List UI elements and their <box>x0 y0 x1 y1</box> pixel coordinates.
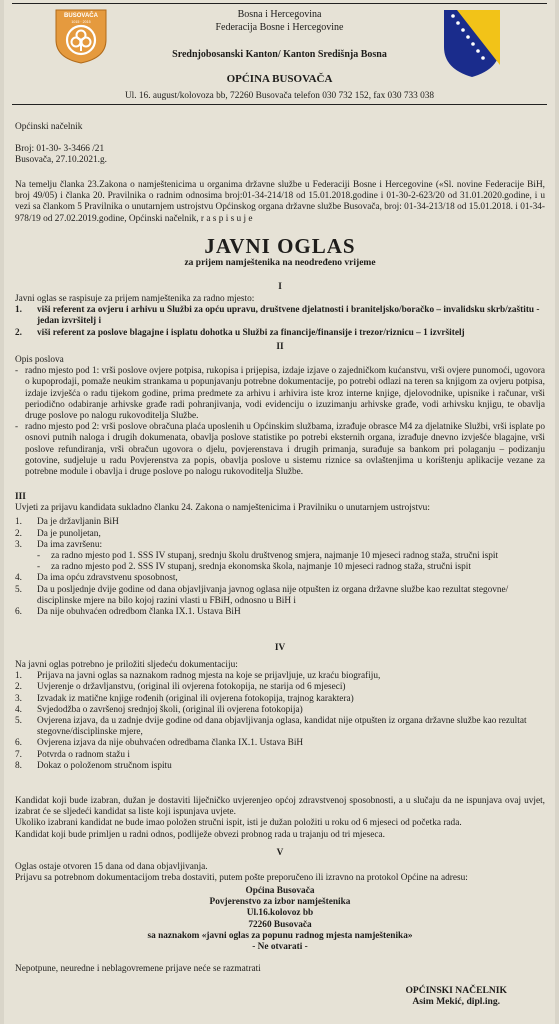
page-subtitle: za prijem namještenika na neodređeno vrijeme <box>184 258 376 268</box>
note-medical: Kandidat koji bude izabran, dužan je dostaviti liječničko uvjerenjeo općoj zdravstvenoj sposobnosti, a u slučaju da ne ispunjava ovaj uvjet, izabrat će se sljedeći kandidat sa liste koji ispunjava uvjete. <box>15 796 545 818</box>
section-1 <box>15 294 545 339</box>
section-2 <box>15 355 545 478</box>
header-address: Ul. 16. august/kolovoza bb, 72260 Busovača telefon 030 732 152, fax 030 733 038 <box>124 91 435 101</box>
address-line: - Ne otvarati - <box>252 942 308 953</box>
condition-item: 1. Da je državljanin BiH <box>15 517 119 528</box>
submission-address <box>15 886 545 953</box>
document-item: 5. Ovjerena izjava, da u zadnje dvije godine od dana objavljivanja oglasa, kandidat nije otpušten iz organa državne službe kao rezultat stegovne/disciplinske mjere, <box>15 716 527 738</box>
address-line: sa naznakom «javni oglas za popunu radnog mjesta namještenika» <box>147 930 413 941</box>
section-4 <box>15 660 545 772</box>
section-1-number: I <box>278 282 282 292</box>
footer-note: Nepotpune, neuredne i neblagovremene prijave neće se razmatrati <box>15 964 261 974</box>
intro-paragraph: Na temelju članka 23.Zakona o namještenicima u organima državne službe u Federaciji Bosne i Hercegovine («Sl. novine Federacije BiH, broj 49/05) i članka 20. Pravilnika o radnim odnosima broj:01-34-214/18 od 15.01.2018.godine i 01-30-2-623/20 od 31.01.2020.godine, i u vezi sa člankom 5 Pravilnika o unutarnjem ustrojstvu Općinskog organa državne službe Busovača, broj: 01-34-213/18 od 15.01.2018. i 01-34-978/19 od 27.02.2019.godine, Općinski načelnik, r a s p i s u j e <box>15 180 545 224</box>
duties-position-2: - radno mjesto pod 2: vrši poslove obračuna plaća uposlenih u Općinskim službama, izrađuje obrasce M4 za djelatnike Službi, vrši isplate po osnovi putnih naloga i drugih dokumenata, obavlja poslove statistike po potrebi eksternih organa, izrađuje dnevno izvješće blagajne, vrši poslove refundiranja, vrši obračun ugovora o djelu, povjerenstava i drugih primanja, surađuje sa bankom pri polaganju – podizanju gotovine, sudjeluje u radu Povjerenstva za popis, obavlja poslove u sistemu riznice sa ovlaštenjima u korištenju aplikacije vezane za potrebne module i obavlja i druge poslove po nalogu rukovoditelja Službe. <box>15 422 545 478</box>
document-item: 3. Izvadak iz matične knjige rođenih (original ili ovjerena fotokopija, trajnog karaktera) <box>15 693 354 704</box>
document-item: 4. Svjedodžba o završenoj srednjoj školi, (original ili ovjerena fotokopija) <box>15 704 303 715</box>
header-municipality: OPĆINA BUSOVAČA <box>226 73 333 85</box>
education-item: - za radno mjesto pod 1. SSS IV stupanj, srednju školu društvenog smjera, najmanje 10 mjeseci radnog staža, stručni ispit <box>37 551 499 562</box>
letterhead <box>12 0 547 106</box>
section-5-number: V <box>276 848 284 858</box>
signature-name: Asim Mekić, dipl.ing. <box>412 996 501 1008</box>
condition-item: 3. Da ima završenu: <box>15 539 103 550</box>
duties-position-1: - radno mjesto pod 1: vrši poslove ovjere potpisa, rukopisa i prijepisa, izdaje izjave o zajedničkom kućanstvu, vrši ovjere punomoći, ugovora o kupoprodaji, pomaže neukim strankama u popunjavanju potrebne dokumentacije, po potrebi odlazi na teren sa knjigom za ovjeru potpisa, izdaje izvješća o radu tijekom godine, prima predmete za arhivu i arhivira iste kroz interne knjige, djelovodnike, upisnike i računar, vrši periodično odabiranje arhivske građe radi pohranjivanja, vodi evidenciju o izuzimanju arhivske građe, vodi arhivsku knjigu, te obavlja druge poslove po nalogu rukovoditelja Službe. <box>15 366 545 422</box>
page-title: JAVNI OGLAS <box>204 234 356 258</box>
address-line: 72260 Busovača <box>248 919 312 930</box>
signature-title: OPĆINSKI NAČELNIK <box>405 985 507 996</box>
deadline-text: Oglas ostaje otvoren 15 dana od dana objavljivanja. <box>15 862 208 872</box>
header-country: Bosna i Hercegovina <box>237 9 322 20</box>
condition-item: 2. Da je punoljetan, <box>15 528 101 539</box>
section-3-lead: Uvjeti za prijavu kandidata sukladno članku 24. Zakona o namještenicima i Pravilniku o unutarnjem ustrojstvu: <box>15 503 430 514</box>
section-2-lead: Opis poslova <box>15 355 64 365</box>
section-3-number: III <box>15 492 26 502</box>
signature-block <box>405 985 507 1007</box>
document-item: 8. Dokaz o položenom stručnom ispitu <box>15 760 172 771</box>
header-rule <box>12 104 547 105</box>
address-line: Općina Busovača <box>245 886 315 896</box>
document-item: 7. Potvrda o radnom stažu i <box>15 749 130 760</box>
document-number: Broj: 01-30- 3-3466 /21 <box>15 144 105 155</box>
header-federation: Federacija Bosne i Hercegovine <box>215 22 344 33</box>
section-5 <box>15 862 545 884</box>
document-meta <box>15 122 545 167</box>
document-item: 6. Ovjerena izjava da nije obuhvaćen odredbama članka IX.1. Ustava BiH <box>15 738 304 749</box>
section-4-number: IV <box>274 643 286 653</box>
condition-item: 6. Da nije obuhvaćen odredbom članka IX.1. Ustava BiH <box>15 607 241 618</box>
education-item: - za radno mjesto pod 2. SSS IV stupanj, srednja ekonomska škola, najmanje 10 mjeseci radnog staža, stručni ispit <box>37 562 471 573</box>
section-4-lead: Na javni oglas potrebno je priložiti sljedeću dokumentaciju: <box>15 660 238 670</box>
position-item: 2. viši referent za poslove blagajne i isplatu dohotka u Službi za financije/finansije i trezor/riznicu – 1 izvršitelj <box>15 327 465 338</box>
note-probation: Kandidat koji bude primljen u radni odnos, podliježe obvezi probnog rada u trajanju od tri mjeseca. <box>15 829 385 840</box>
condition-item: 5. Da u posljednje dvije godine od dana objavljivanja javnog oglasa nije otpušten iz organa državne službe kao rezultat stegovne/ disciplinske mjere na bilo kojoj razini vlasti u FBiH, odnosno u BiH i <box>15 584 509 606</box>
header-canton: Srednjobosanski Kanton/ Kanton Središnja Bosna <box>172 49 387 60</box>
condition-item: 4. Da ima opću zdravstvenu sposobnost, <box>15 573 178 584</box>
section-4-notes <box>15 796 545 841</box>
document-page <box>4 0 555 1024</box>
submission-text: Prijavu sa potrebnom dokumentacijom treba dostaviti, putem pošte preporučeno ili izravno na protokol Općine na adresu: <box>15 873 468 884</box>
document-date: Busovača, 27.10.2021.g. <box>15 155 107 166</box>
logo-years: 1015 · 2015 <box>71 20 91 24</box>
address-line: Ul.16.kolovoz bb <box>246 908 314 919</box>
document-item: 2. Uvjerenje o državljanstvu, (original ili ovjerena fotokopija, ne starija od 6 mjeseci) <box>15 682 346 693</box>
note-exam: Ukoliko izabrani kandidat ne bude imao položen stručni ispit, isti je dužan položiti u roku od 6 mjeseci od početka rada. <box>15 818 462 829</box>
position-item: 1. viši referent za ovjeru i arhivu u Službi za opću upravu, društvene djelatnosti i braniteljsko/boračko – invalidsku skrb/zaštitu - jedan izvršitelj i <box>15 305 540 327</box>
document-item: 1. Prijava na javni oglas sa naznakom radnog mjesta na koje se prijavljuje, uz kraću biografiju, <box>15 671 381 682</box>
logo-text: BUSOVAČA <box>64 13 98 19</box>
address-line: Povjerenstvo za izbor namještenika <box>209 897 351 908</box>
section-3 <box>15 492 545 618</box>
section-2-number: II <box>276 342 284 352</box>
section-1-lead: Javni oglas se raspisuje za prijem namještenika za radno mjesto: <box>15 294 255 304</box>
issuer: Općinski načelnik <box>15 122 83 132</box>
